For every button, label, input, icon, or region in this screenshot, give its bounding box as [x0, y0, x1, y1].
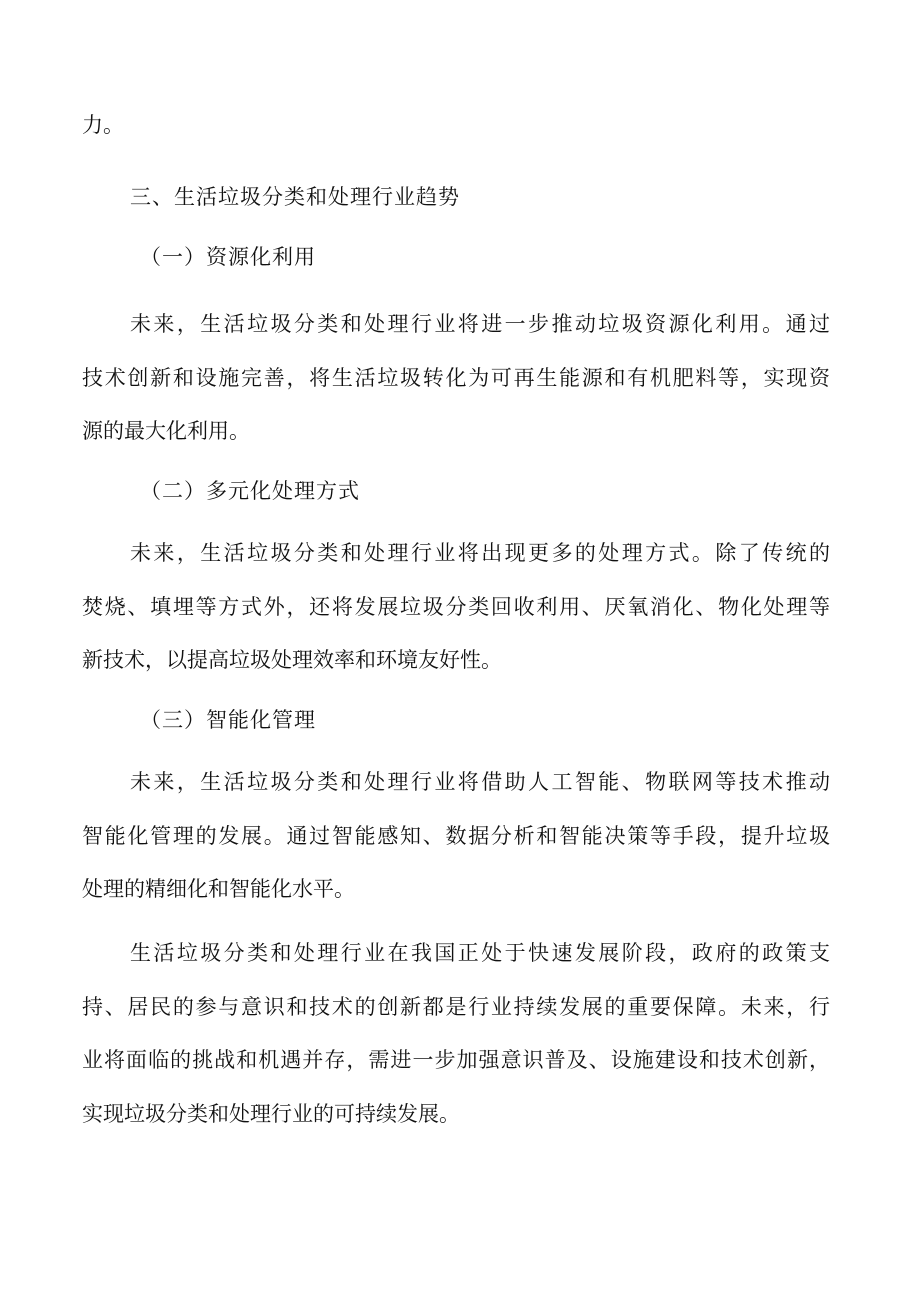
paragraph-4-line-4: 实现垃圾分类和处理行业的可持续发展。 — [82, 1102, 460, 1126]
paragraph-end-line: 力。 — [82, 113, 124, 137]
paragraph-3-line-2: 智能化管理的发展。通过智能感知、数据分析和智能决策等手段，提升垃圾 — [82, 824, 830, 848]
subsection-heading-1: （一）资源化利用 — [140, 245, 316, 269]
paragraph-2-line-1: 未来，生活垃圾分类和处理行业将出现更多的处理方式。除了传统的 — [130, 541, 830, 565]
subsection-heading-2: （二）多元化处理方式 — [140, 479, 360, 503]
paragraph-2-line-2: 焚烧、填埋等方式外，还将发展垃圾分类回收利用、厌氧消化、物化处理等 — [82, 595, 830, 619]
paragraph-1-line-2: 技术创新和设施完善，将生活垃圾转化为可再生能源和有机肥料等，实现资 — [82, 366, 830, 390]
subsection-heading-3: （三）智能化管理 — [140, 708, 316, 732]
paragraph-4-line-2: 持、居民的参与意识和技术的创新都是行业持续发展的重要保障。未来，行 — [82, 995, 830, 1019]
paragraph-4-line-3: 业将面临的挑战和机遇并存，需进一步加强意识普及、设施建设和技术创新， — [82, 1048, 830, 1072]
paragraph-2-line-3: 新技术，以提高垃圾处理效率和环境友好性。 — [82, 648, 502, 672]
paragraph-1-line-1: 未来，生活垃圾分类和处理行业将进一步推动垃圾资源化利用。通过 — [130, 312, 830, 336]
paragraph-3-line-3: 处理的精细化和智能化水平。 — [82, 877, 355, 901]
paragraph-4-line-1: 生活垃圾分类和处理行业在我国正处于快速发展阶段，政府的政策支 — [130, 941, 830, 965]
section-heading: 三、生活垃圾分类和处理行业趋势 — [130, 185, 460, 209]
paragraph-1-line-3: 源的最大化利用。 — [82, 419, 250, 443]
paragraph-3-line-1: 未来，生活垃圾分类和处理行业将借助人工智能、物联网等技术推动 — [130, 770, 830, 794]
